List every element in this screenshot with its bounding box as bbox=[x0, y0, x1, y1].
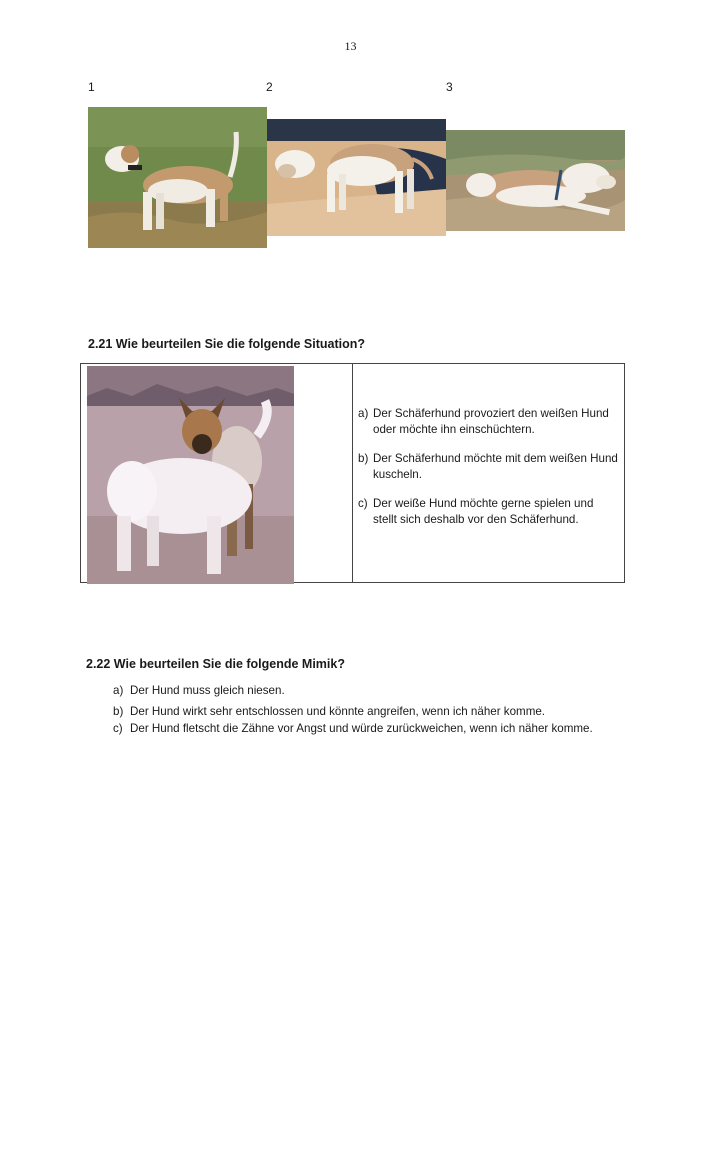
option-text: Der Schäferhund möchte mit dem weißen Hund kuscheln. bbox=[373, 452, 618, 481]
option-letter: c) bbox=[113, 722, 123, 736]
option-221-b[interactable] bbox=[358, 451, 620, 482]
option-222-c[interactable] bbox=[113, 722, 613, 737]
page-number: 13 bbox=[344, 39, 357, 53]
option-text: Der Schäferhund provoziert den weißen Hund oder möchte ihn einschüchtern. bbox=[373, 407, 609, 436]
dog-lying-on-ground-photo bbox=[446, 130, 625, 231]
question-221-options bbox=[358, 406, 620, 541]
photo-label-3: 3 bbox=[446, 80, 453, 94]
option-text: Der weiße Hund möchte gerne spielen und stellt sich deshalb vor den Schäferhund. bbox=[373, 497, 594, 526]
photo-label-1: 1 bbox=[88, 80, 95, 94]
option-222-b[interactable] bbox=[113, 705, 613, 720]
dog-sniffing-floor-photo bbox=[267, 119, 446, 236]
option-221-c[interactable] bbox=[358, 496, 620, 527]
option-222-a[interactable] bbox=[113, 684, 613, 699]
question-221-box bbox=[80, 363, 625, 583]
option-221-a[interactable] bbox=[358, 406, 620, 437]
photo-label-2: 2 bbox=[266, 80, 273, 94]
option-letter: b) bbox=[358, 452, 369, 465]
question-221-title: 2.21 Wie beurteilen Sie die folgende Situation? bbox=[88, 337, 366, 351]
option-letter: a) bbox=[358, 407, 369, 420]
shepherd-and-white-dog-photo bbox=[87, 366, 294, 584]
option-letter: b) bbox=[113, 704, 124, 718]
option-text: Der Hund wirkt sehr entschlossen und könnte angreifen, wenn ich näher komme. bbox=[130, 704, 546, 718]
option-text: Der Hund muss gleich niesen. bbox=[130, 684, 285, 697]
dog-standing-on-grass-photo bbox=[88, 107, 267, 248]
option-letter: c) bbox=[358, 497, 368, 510]
question-222-options bbox=[113, 684, 613, 740]
option-text: Der Hund fletscht die Zähne vor Angst und würde zurückweichen, wenn ich näher komme. bbox=[130, 722, 593, 736]
option-letter: a) bbox=[113, 684, 124, 697]
box-divider bbox=[352, 364, 353, 582]
question-222-title: 2.22 Wie beurteilen Sie die folgende Mimik? bbox=[86, 657, 345, 671]
